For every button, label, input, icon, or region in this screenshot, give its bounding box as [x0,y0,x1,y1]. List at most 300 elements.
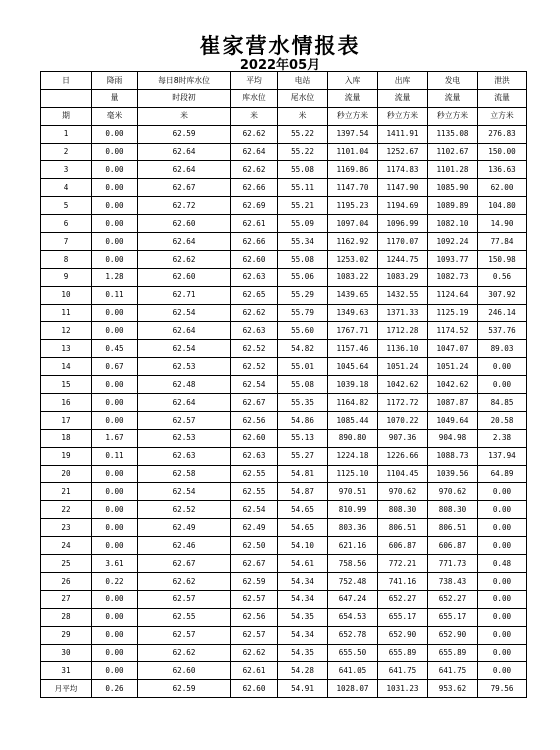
cell-rainfall: 0.00 [92,465,138,483]
cell-outflow: 652.90 [378,626,428,644]
cell-generation-flow: 806.51 [428,519,478,537]
cell-day: 15 [41,376,92,394]
cell-avg-level: 62.62 [231,125,278,143]
cell-day: 5 [41,197,92,215]
cell-tailwater: 54.82 [278,340,328,358]
cell-generation-flow: 1092.24 [428,233,478,251]
cell-tailwater: 54.34 [278,590,328,608]
cell-level-8am: 62.48 [138,376,231,394]
cell-inflow: 秒立方米 [328,107,378,125]
cell-tailwater: 55.09 [278,215,328,233]
table-row [41,340,527,358]
cell-inflow: 1397.54 [328,125,378,143]
cell-avg-level: 62.63 [231,322,278,340]
table-row [41,179,527,197]
cell-day: 27 [41,590,92,608]
cell-outflow: 970.62 [378,483,428,501]
cell-outflow: 1147.90 [378,179,428,197]
cell-inflow: 1349.63 [328,304,378,322]
cell-avg-level: 62.54 [231,501,278,519]
table-row [41,197,527,215]
cell-inflow: 1253.02 [328,250,378,268]
table-row [41,250,527,268]
cell-inflow: 621.16 [328,537,378,555]
cell-generation-flow: 1124.64 [428,286,478,304]
cell-level-8am: 62.55 [138,608,231,626]
cell-generation-flow: 1088.73 [428,447,478,465]
cell-tailwater: 55.22 [278,125,328,143]
cell-rainfall: 0.00 [92,322,138,340]
cell-rainfall: 0.00 [92,179,138,197]
cell-tailwater: 54.34 [278,572,328,590]
cell-generation-flow: 606.87 [428,537,478,555]
cell-generation-flow: 1039.56 [428,465,478,483]
cell-generation-flow: 953.62 [428,680,478,698]
cell-level-8am: 62.54 [138,483,231,501]
cell-avg-level: 米 [231,107,278,125]
cell-avg-level: 62.52 [231,340,278,358]
cell-level-8am: 62.54 [138,304,231,322]
cell-spill-flow: 0.00 [478,626,527,644]
cell-tailwater: 55.60 [278,322,328,340]
cell-generation-flow: 1042.62 [428,376,478,394]
cell-spill-flow: 89.03 [478,340,527,358]
cell-day: 23 [41,519,92,537]
cell-level-8am: 米 [138,107,231,125]
cell-tailwater: 55.08 [278,376,328,394]
cell-rainfall: 0.00 [92,250,138,268]
cell-generation-flow: 1101.28 [428,161,478,179]
cell-level-8am: 62.71 [138,286,231,304]
cell-spill-flow: 150.00 [478,143,527,161]
cell-tailwater: 55.34 [278,233,328,251]
water-report-table [40,71,527,698]
cell-avg-level: 62.55 [231,465,278,483]
cell-day [41,89,92,107]
cell-avg-level: 62.59 [231,572,278,590]
cell-inflow: 1147.70 [328,179,378,197]
cell-inflow: 1039.18 [328,376,378,394]
cell-tailwater: 55.21 [278,197,328,215]
cell-inflow: 1097.04 [328,215,378,233]
cell-outflow: 1051.24 [378,358,428,376]
cell-level-8am: 62.67 [138,179,231,197]
table-row [41,411,527,429]
cell-spill-flow: 246.14 [478,304,527,322]
cell-day: 8 [41,250,92,268]
cell-avg-level: 62.54 [231,376,278,394]
cell-outflow: 1411.91 [378,125,428,143]
cell-tailwater: 米 [278,107,328,125]
cell-spill-flow: 2.38 [478,429,527,447]
cell-generation-flow: 1051.24 [428,358,478,376]
cell-inflow: 1169.86 [328,161,378,179]
table-row [41,590,527,608]
cell-inflow: 1767.71 [328,322,378,340]
cell-level-8am: 62.60 [138,662,231,680]
cell-rainfall: 1.67 [92,429,138,447]
cell-day: 31 [41,662,92,680]
cell-rainfall: 0.00 [92,644,138,662]
cell-spill-flow: 20.58 [478,411,527,429]
cell-rainfall: 0.45 [92,340,138,358]
cell-spill-flow: 0.56 [478,268,527,286]
cell-outflow: 秒立方米 [378,107,428,125]
cell-day: 7 [41,233,92,251]
cell-spill-flow: 537.76 [478,322,527,340]
cell-tailwater: 54.81 [278,465,328,483]
cell-outflow: 1226.66 [378,447,428,465]
cell-rainfall: 3.61 [92,555,138,573]
cell-inflow: 803.36 [328,519,378,537]
table-row [41,286,527,304]
cell-avg-level: 62.63 [231,447,278,465]
table-row [41,644,527,662]
cell-avg-level: 62.64 [231,143,278,161]
cell-spill-flow: 84.85 [478,394,527,412]
cell-day: 18 [41,429,92,447]
cell-day: 月平均 [41,680,92,698]
cell-inflow: 652.78 [328,626,378,644]
cell-generation-flow: 1174.52 [428,322,478,340]
cell-day: 12 [41,322,92,340]
cell-spill-flow: 0.00 [478,519,527,537]
table-row [41,447,527,465]
cell-inflow: 641.05 [328,662,378,680]
cell-tailwater: 54.35 [278,608,328,626]
cell-generation-flow: 652.27 [428,590,478,608]
cell-day: 日 [41,72,92,90]
cell-tailwater: 54.61 [278,555,328,573]
cell-inflow: 入库 [328,72,378,90]
cell-day: 17 [41,411,92,429]
cell-spill-flow: 307.92 [478,286,527,304]
cell-rainfall: 0.00 [92,376,138,394]
cell-avg-level: 库水位 [231,89,278,107]
cell-level-8am: 62.60 [138,268,231,286]
cell-inflow: 1162.92 [328,233,378,251]
cell-spill-flow: 79.56 [478,680,527,698]
cell-tailwater: 54.35 [278,644,328,662]
cell-rainfall: 0.00 [92,411,138,429]
cell-spill-flow: 14.90 [478,215,527,233]
cell-level-8am: 62.53 [138,429,231,447]
cell-spill-flow: 64.89 [478,465,527,483]
cell-generation-flow: 1082.10 [428,215,478,233]
cell-outflow: 652.27 [378,590,428,608]
cell-inflow: 810.99 [328,501,378,519]
cell-tailwater: 54.10 [278,537,328,555]
table-row [41,394,527,412]
cell-rainfall: 1.28 [92,268,138,286]
cell-spill-flow: 62.00 [478,179,527,197]
cell-rainfall: 0.00 [92,161,138,179]
cell-rainfall: 毫米 [92,107,138,125]
cell-spill-flow: 136.63 [478,161,527,179]
cell-tailwater: 55.35 [278,394,328,412]
cell-rainfall: 0.00 [92,590,138,608]
cell-generation-flow: 发电 [428,72,478,90]
table-row [41,125,527,143]
cell-spill-flow: 0.00 [478,358,527,376]
cell-inflow: 1045.64 [328,358,378,376]
cell-day: 20 [41,465,92,483]
cell-generation-flow: 771.73 [428,555,478,573]
cell-outflow: 1371.33 [378,304,428,322]
table-row [41,662,527,680]
cell-rainfall: 量 [92,89,138,107]
cell-outflow: 806.51 [378,519,428,537]
cell-level-8am: 62.64 [138,143,231,161]
cell-spill-flow: 150.98 [478,250,527,268]
cell-outflow: 1174.83 [378,161,428,179]
cell-avg-level: 62.63 [231,268,278,286]
cell-rainfall: 0.00 [92,215,138,233]
cell-generation-flow: 1089.89 [428,197,478,215]
cell-outflow: 1136.10 [378,340,428,358]
cell-outflow: 1070.22 [378,411,428,429]
cell-generation-flow: 808.30 [428,501,478,519]
cell-inflow: 1439.65 [328,286,378,304]
cell-level-8am: 62.58 [138,465,231,483]
cell-day: 期 [41,107,92,125]
cell-day: 21 [41,483,92,501]
cell-day: 9 [41,268,92,286]
cell-rainfall: 0.00 [92,501,138,519]
cell-level-8am: 62.57 [138,411,231,429]
cell-tailwater: 55.08 [278,161,328,179]
cell-avg-level: 62.67 [231,555,278,573]
table-row [41,233,527,251]
cell-outflow: 1252.67 [378,143,428,161]
cell-avg-level: 62.61 [231,215,278,233]
cell-level-8am: 62.49 [138,519,231,537]
cell-spill-flow: 0.00 [478,537,527,555]
cell-rainfall: 0.00 [92,125,138,143]
cell-level-8am: 时段初 [138,89,231,107]
cell-rainfall: 0.22 [92,572,138,590]
table-row [41,572,527,590]
cell-outflow: 1244.75 [378,250,428,268]
table-row [41,143,527,161]
cell-rainfall: 0.00 [92,519,138,537]
cell-level-8am: 62.52 [138,501,231,519]
cell-tailwater: 54.87 [278,483,328,501]
cell-day: 22 [41,501,92,519]
monthly-average-row [41,680,527,698]
cell-inflow: 655.50 [328,644,378,662]
cell-inflow: 1085.44 [328,411,378,429]
cell-rainfall: 0.00 [92,483,138,501]
table-row [41,322,527,340]
cell-level-8am: 62.64 [138,161,231,179]
table-row [41,501,527,519]
cell-level-8am: 62.62 [138,250,231,268]
cell-rainfall: 0.26 [92,680,138,698]
cell-outflow: 641.75 [378,662,428,680]
cell-avg-level: 62.49 [231,519,278,537]
cell-day: 29 [41,626,92,644]
cell-tailwater: 55.27 [278,447,328,465]
cell-tailwater: 55.01 [278,358,328,376]
cell-outflow: 1172.72 [378,394,428,412]
cell-inflow: 1157.46 [328,340,378,358]
cell-outflow: 1031.23 [378,680,428,698]
cell-outflow: 772.21 [378,555,428,573]
cell-generation-flow: 655.17 [428,608,478,626]
cell-outflow: 流量 [378,89,428,107]
cell-day: 1 [41,125,92,143]
cell-generation-flow: 1047.07 [428,340,478,358]
cell-generation-flow: 1102.67 [428,143,478,161]
cell-generation-flow: 738.43 [428,572,478,590]
cell-generation-flow: 1093.77 [428,250,478,268]
table-row [41,626,527,644]
cell-inflow: 1125.10 [328,465,378,483]
cell-avg-level: 62.56 [231,411,278,429]
cell-rainfall: 0.00 [92,394,138,412]
cell-avg-level: 62.62 [231,161,278,179]
cell-outflow: 1083.29 [378,268,428,286]
cell-inflow: 654.53 [328,608,378,626]
cell-level-8am: 62.53 [138,358,231,376]
cell-day: 19 [41,447,92,465]
cell-tailwater: 55.29 [278,286,328,304]
cell-generation-flow: 1135.08 [428,125,478,143]
cell-generation-flow: 641.75 [428,662,478,680]
cell-generation-flow: 1085.90 [428,179,478,197]
cell-avg-level: 62.66 [231,179,278,197]
cell-day: 28 [41,608,92,626]
cell-day: 4 [41,179,92,197]
cell-day: 3 [41,161,92,179]
cell-generation-flow: 流量 [428,89,478,107]
cell-inflow: 970.51 [328,483,378,501]
cell-avg-level: 62.62 [231,304,278,322]
cell-day: 16 [41,394,92,412]
cell-generation-flow: 1125.19 [428,304,478,322]
cell-level-8am: 62.64 [138,233,231,251]
cell-level-8am: 62.72 [138,197,231,215]
cell-inflow: 752.48 [328,572,378,590]
cell-level-8am: 62.57 [138,626,231,644]
cell-day: 14 [41,358,92,376]
cell-tailwater: 55.06 [278,268,328,286]
cell-avg-level: 62.60 [231,429,278,447]
cell-day: 25 [41,555,92,573]
cell-tailwater: 54.65 [278,519,328,537]
cell-avg-level: 62.62 [231,644,278,662]
cell-tailwater: 54.91 [278,680,328,698]
cell-spill-flow: 104.80 [478,197,527,215]
cell-day: 26 [41,572,92,590]
table-row [41,537,527,555]
cell-outflow: 1170.07 [378,233,428,251]
cell-avg-level: 62.50 [231,537,278,555]
cell-outflow: 655.89 [378,644,428,662]
cell-avg-level: 62.57 [231,590,278,608]
cell-outflow: 1194.69 [378,197,428,215]
cell-level-8am: 62.59 [138,680,231,698]
table-row [41,519,527,537]
cell-inflow: 758.56 [328,555,378,573]
cell-day: 2 [41,143,92,161]
table-row [41,608,527,626]
table-row [41,429,527,447]
cell-rainfall: 降雨 [92,72,138,90]
cell-rainfall: 0.00 [92,304,138,322]
cell-avg-level: 62.67 [231,394,278,412]
cell-day: 6 [41,215,92,233]
cell-level-8am: 62.60 [138,215,231,233]
cell-level-8am: 62.62 [138,572,231,590]
cell-spill-flow: 0.00 [478,483,527,501]
cell-avg-level: 62.69 [231,197,278,215]
cell-rainfall: 0.67 [92,358,138,376]
cell-spill-flow: 276.83 [478,125,527,143]
cell-tailwater: 54.28 [278,662,328,680]
cell-generation-flow: 904.98 [428,429,478,447]
cell-rainfall: 0.00 [92,143,138,161]
cell-outflow: 1104.45 [378,465,428,483]
cell-level-8am: 62.64 [138,394,231,412]
cell-avg-level: 62.56 [231,608,278,626]
cell-day: 11 [41,304,92,322]
cell-avg-level: 62.60 [231,250,278,268]
cell-avg-level: 62.61 [231,662,278,680]
cell-avg-level: 62.66 [231,233,278,251]
cell-outflow: 1042.62 [378,376,428,394]
cell-spill-flow: 泄洪 [478,72,527,90]
cell-day: 24 [41,537,92,555]
cell-rainfall: 0.11 [92,447,138,465]
cell-day: 10 [41,286,92,304]
cell-spill-flow: 0.00 [478,501,527,519]
table-row [41,215,527,233]
cell-spill-flow: 0.00 [478,644,527,662]
cell-level-8am: 62.46 [138,537,231,555]
cell-inflow: 1101.04 [328,143,378,161]
table-row [41,555,527,573]
cell-generation-flow: 652.90 [428,626,478,644]
header-row-3 [41,107,527,125]
table-row [41,358,527,376]
cell-outflow: 出库 [378,72,428,90]
cell-rainfall: 0.00 [92,626,138,644]
cell-rainfall: 0.11 [92,286,138,304]
cell-day: 13 [41,340,92,358]
cell-level-8am: 62.57 [138,590,231,608]
cell-tailwater: 55.22 [278,143,328,161]
cell-rainfall: 0.00 [92,608,138,626]
cell-outflow: 1432.55 [378,286,428,304]
cell-tailwater: 55.13 [278,429,328,447]
cell-avg-level: 62.65 [231,286,278,304]
cell-generation-flow: 1049.64 [428,411,478,429]
report-title: 崔家营水情报表 [199,33,361,58]
cell-inflow: 890.80 [328,429,378,447]
cell-level-8am: 62.67 [138,555,231,573]
cell-tailwater: 54.65 [278,501,328,519]
report-month: 2022年05月 [239,58,321,73]
cell-generation-flow: 秒立方米 [428,107,478,125]
cell-day: 30 [41,644,92,662]
cell-spill-flow: 立方米 [478,107,527,125]
cell-inflow: 1224.18 [328,447,378,465]
table-row [41,161,527,179]
cell-inflow: 1164.82 [328,394,378,412]
cell-avg-level: 平均 [231,72,278,90]
